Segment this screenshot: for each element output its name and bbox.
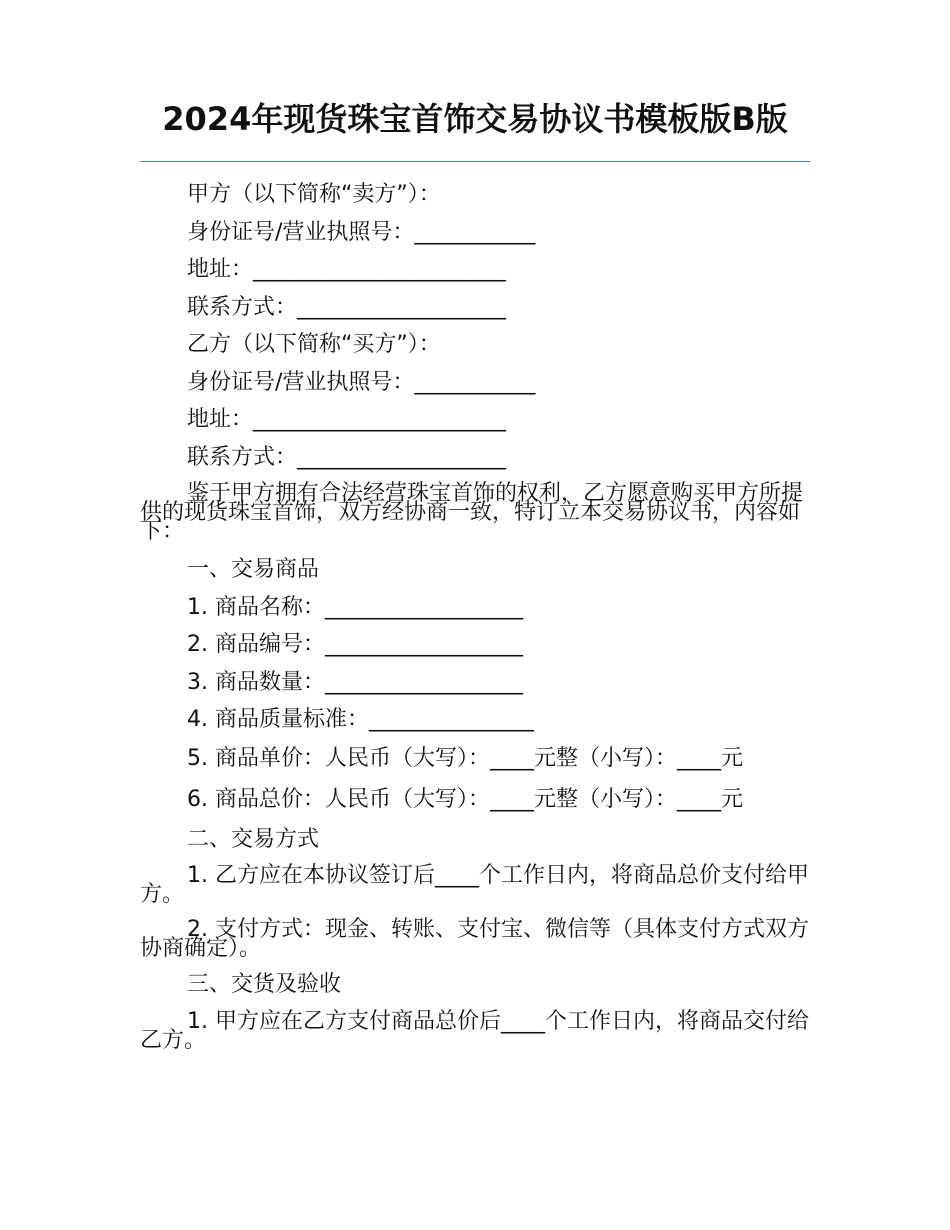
party-a-heading: 甲方（以下简称“卖方”）： [187,182,441,207]
party-b-contact-field: 联系方式：___________________ [187,444,507,470]
item-name-field: 1. 商品名称：__________________ [187,594,523,620]
party-b-heading: 乙方（以下简称“买方”）： [187,332,441,357]
section-1-heading: 一、交易商品 [187,557,320,582]
item-quantity-field: 3. 商品数量：__________________ [187,669,523,695]
document-body [140,176,810,1058]
party-b-id-field: 身份证号/营业执照号：___________ [187,369,536,395]
item-number-field: 2. 商品编号：__________________ [187,632,523,657]
section-3-heading: 三、交货及验收 [187,972,342,997]
party-a-address-field: 地址：_______________________ [187,257,507,282]
payment-term-2: 2. 支付方式：现金、转账、支付宝、微信等（具体支付方式双方协商确定）。 [140,917,809,961]
party-b-address-field: 地址：_______________________ [187,407,507,432]
title-divider [140,161,810,162]
preamble-paragraph: 鉴于甲方拥有合法经营珠宝首饰的权利，乙方愿意购买甲方所提供的现货珠宝首饰，双方经协商一致，特订立本交易协议书，内容如下： [140,481,804,544]
item-total-price-field: 6. 商品总价：人民币（大写）：____元整（小写）：____元 [187,786,743,812]
delivery-term-1: 1. 甲方应在乙方支付商品总价后____个工作日内，将商品交付给乙方。 [140,1008,809,1053]
payment-term-1: 1. 乙方应在本协议签订后____个工作日内，将商品总价支付给甲方。 [140,863,809,907]
item-quality-field: 4. 商品质量标准：_______________ [187,707,534,732]
section-2-heading: 二、交易方式 [187,826,320,852]
party-a-contact-field: 联系方式：___________________ [187,294,507,320]
item-unit-price-field: 5. 商品单价：人民币（大写）：____元整（小写）：____元 [187,745,743,771]
party-a-id-field: 身份证号/营业执照号：___________ [187,219,536,245]
document-title: 2024年现货珠宝首饰交易协议书模板版B版 [162,100,788,138]
